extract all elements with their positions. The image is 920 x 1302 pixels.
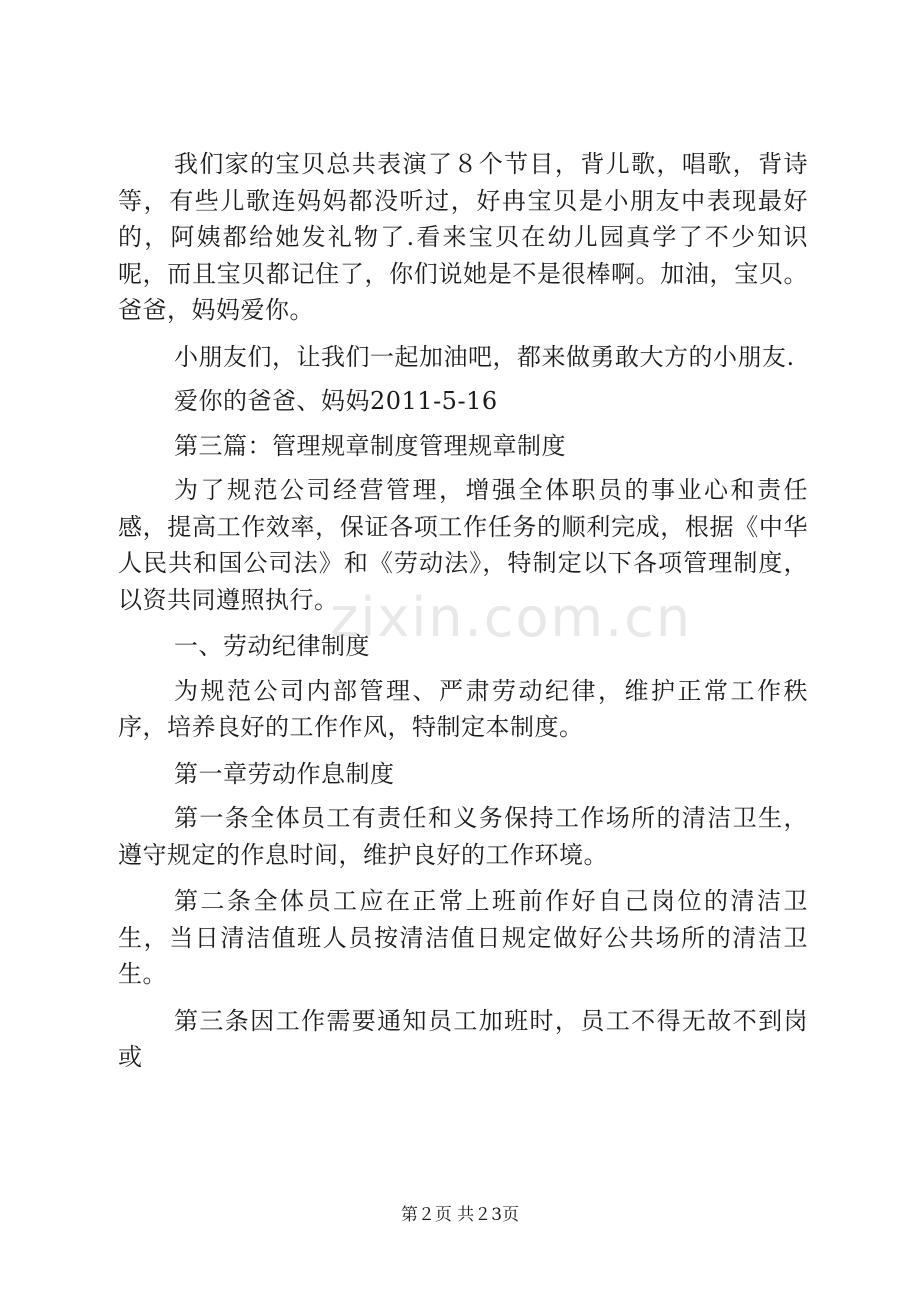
watermark: zixin.com.cn (330, 586, 693, 649)
paragraph: 爱你的爸爸、妈妈2011-5-16 (174, 387, 498, 415)
paragraph: 第三条因工作需要通知员工加班时，员工不得无故不到岗或 (118, 1006, 808, 1071)
paragraph: 为了规范公司经营管理，增强全体职员的事业心和责任感，提高工作效率，保证各项工作任务的顺利完成，根据《中华人民共和国公司法》和《劳动法》，特制定以下各项管理制度，以资共同遵照执行。 (118, 476, 808, 614)
document-body (118, 146, 808, 1086)
paragraph: 小朋友们，让我们一起加油吧，都来做勇敢大方的小朋友. (174, 342, 795, 371)
paragraph: 第二条全体员工应在正常上班前作好自己岗位的清洁卫生，当日清洁值班人员按清洁值日规定做好公共场所的清洁卫生。 (118, 887, 808, 988)
paragraph: 我们家的宝贝总共表演了８个节目，背儿歌，唱歌，背诗等，有些儿歌连妈妈都没听过，好冉宝贝是小朋友中表现最好的，阿姨都给她发礼物了.看来宝贝在幼儿园真学了不少知识呢，而且宝贝都记住了，你们说她是不是很棒啊。加油，宝贝。爸爸，妈妈爱你。 (118, 150, 808, 324)
paragraph: 为规范公司内部管理、严肃劳动纪律，维护正常工作秩序，培养良好的工作作风，特制定本制度。 (118, 676, 808, 741)
section-heading: 第三篇：管理规章制度管理规章制度 (174, 431, 566, 460)
section-heading: 一、劳动纪律制度 (174, 632, 370, 660)
paragraph: 第一条全体员工有责任和义务保持工作场所的清洁卫生，遵守规定的作息时间，维护良好的工作环境。 (118, 804, 808, 869)
chapter-heading: 第一章劳动作息制度 (174, 759, 395, 788)
page-footer: 第２页 共２3页 (400, 1205, 520, 1225)
